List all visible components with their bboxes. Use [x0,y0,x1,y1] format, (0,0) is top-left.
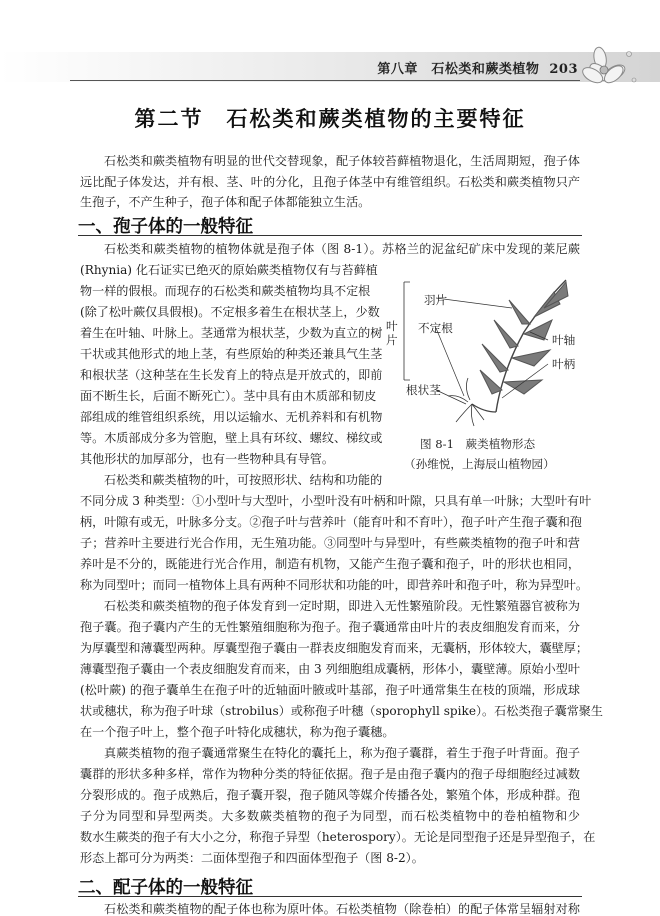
label-yezhou: 叶轴 [552,333,576,347]
intro-line: 石松类和蕨类植物有明显的世代交替现象，配子体较苔藓植物退化，生活周期短，孢子体 [104,154,580,168]
running-header [377,58,578,77]
figure-credit: （孙维悦，上海辰山植物园） [404,457,555,471]
label-yepian: 叶片 [386,319,398,347]
body-line: 和根状茎（这种茎在生长发育上的特点是开放式的，即前 [80,368,383,382]
fern-figure [384,262,584,430]
body-line: 在一个孢子叶上，整个孢子叶特化成穗状，称为孢子囊穗。 [80,725,395,739]
label-yebing: 叶柄 [552,357,576,371]
heading-rule [78,235,582,236]
body-line: (除了松叶蕨仅具假根)。不定根多着生在根状茎上，少数 [80,305,380,319]
label-yupian: 羽片 [424,293,448,307]
body-line: 为厚囊型和薄囊型两种。厚囊型孢子囊由一群表皮细胞发育而来，无囊柄，形体较大，囊壁厚； [80,641,588,655]
body-line: 子；营养叶主要进行光合作用，无生殖功能。③同型叶与异型叶，有些蕨类植物的孢子叶和营 [80,536,580,550]
page-number: 203 [549,62,578,77]
body-line: 称为同型叶；而同一植物体上具有两种不同形状和功能的叶，即营养叶和孢子叶，称为异型叶。 [80,578,588,592]
heading-rule [78,896,582,897]
header-rule [70,80,580,81]
body-line: 囊群的形状多种多样，常作为物种分类的特征依据。孢子是由孢子囊内的孢子母细胞经过减数 [80,767,580,781]
body-line: 石松类和蕨类植物的植物体就是孢子体（图 8-1）。苏格兰的泥盆纪矿床中发现的莱尼蕨 [104,242,580,256]
chapter-title: 第八章 石松类和蕨类植物 [377,62,540,77]
body-line: 其他形状的加厚部分，也有一些物种具有导管。 [80,452,334,466]
body-line: (Rhynia) 化石证实已绝灭的原始蕨类植物仅有与苔藓植 [80,263,378,277]
body-line: 石松类和蕨类植物的孢子体发育到一定时期，即进入无性繁殖阶段。无性繁殖器官被称为 [104,599,580,613]
body-line: 孢子囊。孢子囊内产生的无性繁殖细胞称为孢子。孢子囊通常由叶片的表皮细胞发育而来，分 [80,620,580,634]
body-line: 形态上都可分为两类：二面体型孢子和四面体型孢子（图 8-2）。 [80,851,424,865]
body-line: 石松类和蕨类植物的配子体也称为原叶体。石松类植物（除卷柏）的配子体常呈辐射对称 [104,902,580,916]
body-line: 着生在叶轴、叶脉上。茎通常为根状茎，少数为直立的树 [80,326,383,340]
body-line: 分裂形成的。孢子成熟后，孢子囊开裂，孢子随风等媒介传播各处，繁殖个体，形成种群。孢 [80,788,580,802]
body-line: 干状或其他形式的地上茎，有些原始的种类还兼具气生茎 [80,347,383,361]
heading-sporophyte: 一、孢子体的一般特征 [78,217,253,237]
figure-caption: 图 8-1 蕨类植物形态 [420,437,536,451]
intro-line: 生孢子，不产生种子，孢子体和配子体都能独立生活。 [80,195,371,209]
body-line: 数水生蕨类的孢子有大小之分，称孢子异型（heterospory）。无论是同型孢子还是异型孢子，在 [80,830,596,844]
body-line: 状或穗状，称为孢子叶球（strobilus）或称孢子叶穗（sporophyll spike）。石松类孢子囊常聚生 [80,704,603,718]
body-line: 不同分成 3 种类型：①小型叶与大型叶，小型叶没有叶柄和叶隙，只具有单一叶脉；大型叶有叶 [80,494,592,508]
label-budinggen: 不定根 [418,321,453,335]
flower-ornament-icon [574,44,644,94]
section-title: 第二节 石松类和蕨类植物的主要特征 [134,106,526,131]
label-genzhuangjing: 根状茎 [406,383,441,397]
body-line: 真蕨类植物的孢子囊通常聚生在特化的囊托上，称为孢子囊群，着生于孢子叶背面。孢子 [104,746,580,760]
body-line: 面不断生长，后面不断死亡）。茎中具有由木质部和韧皮 [80,389,377,403]
body-line: 子分为同型和异型两类。大多数蕨类植物的孢子为同型，而石松类植物中的卷柏植物和少 [80,809,580,823]
body-line: 柄，叶隙有或无，叶脉多分支。②孢子叶与营养叶（能育叶和不育叶），孢子叶产生孢子囊和孢 [80,515,582,529]
body-line: (松叶蕨) 的孢子囊单生在孢子叶的近轴面叶腋或叶基部，孢子叶通常集生在枝的顶端，形成球 [80,683,580,697]
intro-line: 远比配子体发达，并有根、茎、叶的分化，且孢子体茎中有维管组织。石松类和蕨类植物只产 [80,175,580,189]
body-line: 物一样的假根。而现存的石松类和蕨类植物均具不定根 [80,284,371,298]
body-line: 部组成的维管组织系统，用以运输水、无机养料和有机物 [80,410,383,424]
body-line: 石松类和蕨类植物的叶，可按照形状、结构和功能的 [104,473,383,487]
body-line: 养叶是不分的，既能进行光合作用，制造有机物，又能产生孢子囊和孢子，叶的形状也相同， [80,557,580,571]
body-line: 薄囊型孢子囊由一个表皮细胞发育而来，由 3 列细胞组成囊柄，形体小，囊壁薄。原始小型叶 [80,662,580,676]
heading-gametophyte: 二、配子体的一般特征 [78,878,253,898]
body-line: 等。木质部成分多为管胞，壁上具有环纹、螺纹、梯纹或 [80,431,383,445]
